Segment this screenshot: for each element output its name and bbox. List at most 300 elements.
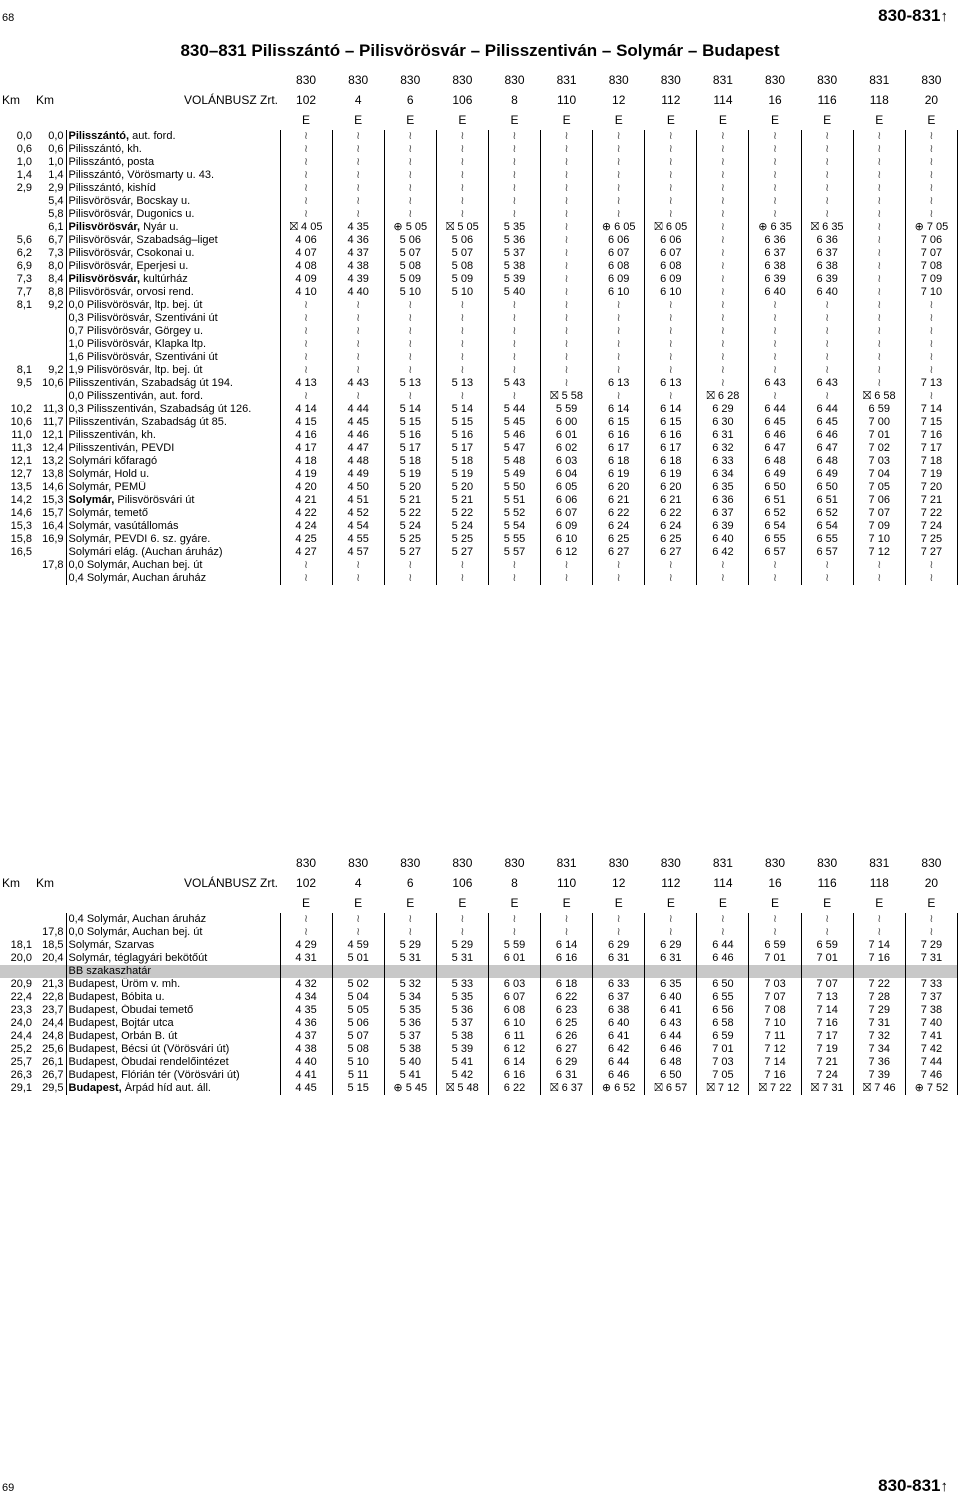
- departure-time: 6 49: [749, 468, 801, 481]
- departure-time: 6 58: [697, 1017, 749, 1030]
- departure-time: 5 50: [488, 481, 540, 494]
- skip-glyph: ≀: [460, 913, 465, 925]
- departure-time: [905, 338, 957, 351]
- skip-glyph: ≀: [564, 156, 569, 168]
- skip-glyph: ≀: [825, 143, 830, 155]
- departure-time: 6 52: [749, 507, 801, 520]
- departure-time: 5 13: [436, 377, 488, 390]
- departure-time: [332, 182, 384, 195]
- departure-time: [332, 130, 384, 143]
- departure-time: 6 51: [749, 494, 801, 507]
- timetable-row: [0, 390, 958, 403]
- timetable-row: [0, 416, 958, 429]
- departure-time: [280, 364, 332, 377]
- timetable-row: [0, 468, 958, 481]
- day-code: E: [771, 113, 780, 127]
- line-number: 830: [765, 73, 786, 87]
- day-code: E: [875, 113, 884, 127]
- departure-time: [332, 338, 384, 351]
- skip-glyph: ≀: [564, 338, 569, 350]
- line-number: 831: [712, 73, 733, 87]
- departure-time: [697, 965, 749, 978]
- departure-time: [749, 325, 801, 338]
- departure-time: 6 31: [645, 952, 697, 965]
- skip-glyph: ≀: [720, 325, 725, 337]
- skip-glyph: ≀: [772, 195, 778, 207]
- skip-glyph: ≀: [929, 312, 934, 324]
- stop-name-bold: Pilisvörösvár,: [68, 273, 141, 285]
- km-value: 14,2: [10, 494, 32, 506]
- skip-glyph: ≀: [303, 312, 309, 324]
- stop-name: 0,3 Pilisszentiván, Szabadság út 126.: [66, 403, 280, 416]
- skip-glyph: ≀: [564, 299, 569, 311]
- departure-time: 7 27: [905, 546, 957, 559]
- departure-time: [801, 312, 853, 325]
- departure-time: 6 15: [593, 416, 645, 429]
- km-value: 8,8: [34, 286, 66, 299]
- skip-glyph: ≀: [512, 351, 517, 363]
- departure-time: 7 11: [749, 1030, 801, 1043]
- skip-glyph: ≀: [460, 156, 465, 168]
- km-value: 6,9: [16, 260, 32, 272]
- departure-time: 6 14: [593, 403, 645, 416]
- skip-glyph: ≀: [564, 234, 569, 246]
- departure-time: [593, 364, 645, 377]
- skip-glyph: ≀: [512, 926, 517, 938]
- departure-time: 6 03: [488, 978, 540, 991]
- skip-glyph: ≀: [356, 364, 361, 376]
- km-value: 13,5: [10, 481, 32, 493]
- skip-glyph: ≀: [772, 312, 778, 324]
- skip-glyph: ≀: [877, 312, 882, 324]
- departure-time: 5 08: [436, 260, 488, 273]
- departure-time: 5 37: [488, 247, 540, 260]
- stop-name: Solymár, Pilisvörösvári út: [66, 494, 280, 507]
- departure-time: 7 14: [801, 1004, 853, 1017]
- departure-time: 7 16: [749, 1069, 801, 1082]
- skip-glyph: ≀: [408, 572, 413, 584]
- departure-time: [436, 390, 488, 403]
- stop-name: Solymár, Szarvas: [66, 939, 280, 952]
- skip-glyph: ≀: [564, 559, 569, 571]
- skip-glyph: ≀: [616, 182, 621, 194]
- departure-time: [853, 559, 905, 572]
- departure-time: [280, 182, 332, 195]
- departure-time: 6 43: [801, 377, 853, 390]
- departure-time: 4 13: [280, 377, 332, 390]
- departure-time: 6 50: [749, 481, 801, 494]
- km-value: [0, 926, 34, 939]
- skip-glyph: ≀: [929, 572, 934, 584]
- km-value: [34, 312, 66, 325]
- timetable-row: [0, 442, 958, 455]
- departure-time: [905, 130, 957, 143]
- timetable-row: [0, 952, 958, 965]
- skip-glyph: ≀: [825, 182, 830, 194]
- skip-glyph: ≀: [668, 182, 673, 194]
- run-number: 112: [661, 876, 681, 890]
- km-value: 8,4: [34, 273, 66, 286]
- skip-glyph: ≀: [929, 169, 934, 181]
- departure-time: [697, 260, 749, 273]
- departure-time: 6 40: [749, 286, 801, 299]
- departure-time: [853, 338, 905, 351]
- timetable-row: [0, 533, 958, 546]
- departure-time: 6 09: [593, 273, 645, 286]
- departure-time: [801, 156, 853, 169]
- departure-time: [332, 156, 384, 169]
- stop-name-bold: Pilisvörösvár,: [68, 221, 141, 233]
- departure-time: 4 37: [332, 247, 384, 260]
- skip-glyph: ≀: [929, 364, 934, 376]
- timetable-row: [0, 182, 958, 195]
- departure-time: 4 38: [280, 1043, 332, 1056]
- departure-time: 5 25: [436, 533, 488, 546]
- skip-glyph: ≀: [720, 156, 725, 168]
- departure-time: 6 46: [645, 1043, 697, 1056]
- km-value: 14,6: [34, 481, 66, 494]
- departure-time: [593, 965, 645, 978]
- stop-name: Pilisszántó, posta: [66, 156, 280, 169]
- departure-time: [697, 182, 749, 195]
- departure-time: 5 25: [384, 533, 436, 546]
- km-value: 11,3: [11, 442, 32, 454]
- departure-time: 5 52: [488, 507, 540, 520]
- departure-time: 7 28: [853, 991, 905, 1004]
- departure-time: [853, 312, 905, 325]
- departure-time: 5 49: [488, 468, 540, 481]
- departure-time: 4 46: [332, 429, 384, 442]
- timetable-row: [0, 156, 958, 169]
- skip-glyph: ≀: [720, 377, 725, 389]
- skip-glyph: ≀: [356, 351, 361, 363]
- km-value: 2,9: [16, 182, 32, 194]
- skip-glyph: ≀: [929, 338, 934, 350]
- departure-time: 6 50: [801, 481, 853, 494]
- departure-time: [749, 965, 801, 978]
- km-value: 24,0: [10, 1017, 32, 1029]
- departure-time: 7 03: [853, 455, 905, 468]
- skip-glyph: ≀: [929, 390, 934, 402]
- timetable-row: [0, 429, 958, 442]
- skip-glyph: ≀: [460, 390, 465, 402]
- departure-time: 6 17: [593, 442, 645, 455]
- departure-time: 7 10: [749, 1017, 801, 1030]
- km-value: 1,4: [16, 169, 32, 181]
- departure-time: 5 39: [488, 273, 540, 286]
- skip-glyph: ≀: [929, 926, 934, 938]
- day-code: E: [302, 896, 311, 910]
- skip-glyph: ≀: [772, 182, 778, 194]
- timetable-row: [0, 991, 958, 1004]
- departure-time: 5 43: [488, 377, 540, 390]
- timetable-row: [0, 494, 958, 507]
- km-value: [34, 572, 66, 585]
- departure-time: 5 07: [436, 247, 488, 260]
- skip-glyph: ≀: [356, 169, 361, 181]
- skip-glyph: ≀: [512, 559, 517, 571]
- departure-time: [801, 130, 853, 143]
- departure-time: [749, 208, 801, 221]
- departure-time: [645, 130, 697, 143]
- run-number: 6: [406, 876, 414, 890]
- departure-time: [697, 286, 749, 299]
- run-number: 16: [768, 93, 782, 107]
- departure-time: 6 57: [801, 546, 853, 559]
- day-code: E: [666, 113, 675, 127]
- departure-time: 5 27: [384, 546, 436, 559]
- day-code: E: [354, 896, 363, 910]
- skip-glyph: ≀: [303, 390, 309, 402]
- departure-time: 7 07: [853, 507, 905, 520]
- departure-time: [436, 195, 488, 208]
- departure-time: [541, 234, 593, 247]
- skip-glyph: ≀: [668, 572, 673, 584]
- departure-time: [697, 234, 749, 247]
- skip-glyph: ≀: [408, 926, 413, 938]
- departure-time: 5 31: [436, 952, 488, 965]
- departure-time: 6 27: [541, 1043, 593, 1056]
- skip-glyph: ≀: [772, 390, 778, 402]
- stop-name: Solymár, téglagyári bekötőút: [66, 952, 280, 965]
- skip-glyph: ≀: [772, 169, 778, 181]
- timetable-row: [0, 1017, 958, 1030]
- departure-time: [593, 208, 645, 221]
- departure-time: 5 39: [436, 1043, 488, 1056]
- departure-time: [905, 572, 957, 585]
- day-code: E: [614, 113, 623, 127]
- departure-time: 5 48: [488, 455, 540, 468]
- km-value: 9,2: [34, 299, 66, 312]
- km-value: 20,0: [10, 952, 32, 964]
- skip-glyph: ≀: [877, 156, 882, 168]
- departure-time: 5 37: [384, 1030, 436, 1043]
- departure-time: ⛝ 7 22: [749, 1082, 801, 1095]
- skip-glyph: ≀: [512, 208, 517, 220]
- km-value: 26,1: [34, 1056, 66, 1069]
- departure-time: [488, 926, 540, 939]
- departure-time: [697, 156, 749, 169]
- arrow-up-icon: ↑: [940, 8, 948, 25]
- departure-time: [541, 286, 593, 299]
- departure-time: 6 18: [645, 455, 697, 468]
- departure-time: 5 11: [332, 1069, 384, 1082]
- departure-time: 7 04: [853, 468, 905, 481]
- departure-time: [853, 377, 905, 390]
- stop-name: Pilisvörösvár, kultúrház: [66, 273, 280, 286]
- line-number: 831: [869, 856, 890, 870]
- departure-time: [697, 572, 749, 585]
- km-value: [0, 208, 34, 221]
- departure-time: 6 44: [801, 403, 853, 416]
- departure-time: 6 01: [488, 952, 540, 965]
- departure-time: 5 51: [488, 494, 540, 507]
- departure-time: [697, 273, 749, 286]
- skip-glyph: ≀: [408, 208, 413, 220]
- skip-glyph: ≀: [720, 572, 725, 584]
- skip-glyph: ≀: [408, 913, 413, 925]
- skip-glyph: ≀: [303, 926, 309, 938]
- departure-time: [384, 913, 436, 926]
- departure-time: [801, 169, 853, 182]
- departure-time: 7 42: [905, 1043, 957, 1056]
- km-value: 5,8: [34, 208, 66, 221]
- departure-time: 6 14: [541, 939, 593, 952]
- departure-time: 5 59: [488, 939, 540, 952]
- skip-glyph: ≀: [668, 195, 673, 207]
- day-code: E: [771, 896, 780, 910]
- departure-time: [436, 312, 488, 325]
- skip-glyph: ≀: [877, 234, 882, 246]
- skip-glyph: ≀: [877, 559, 882, 571]
- departure-time: 5 08: [332, 1043, 384, 1056]
- departure-time: [436, 299, 488, 312]
- skip-glyph: ≀: [303, 130, 309, 142]
- skip-glyph: ≀: [616, 169, 621, 181]
- departure-time: 6 50: [645, 1069, 697, 1082]
- departure-time: 5 32: [384, 978, 436, 991]
- km-value: 16,4: [34, 520, 66, 533]
- departure-time: 6 45: [749, 416, 801, 429]
- departure-time: ⛝ 6 35: [801, 221, 853, 234]
- stop-name: 0,3 Pilisvörösvár, Szentiváni út: [66, 312, 280, 325]
- timetable-row: [0, 247, 958, 260]
- departure-time: 6 16: [541, 952, 593, 965]
- km-value: 10,6: [34, 377, 66, 390]
- skip-glyph: ≀: [772, 926, 778, 938]
- skip-glyph: ≀: [929, 351, 934, 363]
- skip-glyph: ≀: [564, 913, 569, 925]
- km-value: 10,2: [10, 403, 32, 415]
- departure-time: 5 36: [488, 234, 540, 247]
- departure-time: [488, 965, 540, 978]
- skip-glyph: ≀: [303, 156, 309, 168]
- departure-time: 6 24: [645, 520, 697, 533]
- skip-glyph: ≀: [720, 286, 725, 298]
- skip-glyph: ≀: [668, 926, 673, 938]
- departure-time: 5 04: [332, 991, 384, 1004]
- timetable-row: [0, 208, 958, 221]
- departure-time: ⛝ 6 37: [541, 1082, 593, 1095]
- skip-glyph: ≀: [772, 143, 778, 155]
- departure-time: 4 49: [332, 468, 384, 481]
- departure-time: 4 16: [280, 429, 332, 442]
- skip-glyph: ≀: [668, 364, 673, 376]
- km-label: Km: [36, 876, 54, 890]
- km-value: 0,6: [34, 143, 66, 156]
- skip-glyph: ≀: [929, 156, 934, 168]
- skip-glyph: ≀: [616, 156, 621, 168]
- skip-glyph: ≀: [356, 299, 361, 311]
- route-code-top: [878, 6, 948, 26]
- departure-time: 7 08: [905, 260, 957, 273]
- run-number: 6: [406, 93, 414, 107]
- departure-time: 6 47: [801, 442, 853, 455]
- departure-time: 5 07: [332, 1030, 384, 1043]
- skip-glyph: ≀: [772, 299, 778, 311]
- departure-time: [436, 208, 488, 221]
- line-number: 830: [452, 856, 473, 870]
- stop-name: Budapest, Flórián tér (Vörösvári út): [66, 1069, 280, 1082]
- departure-time: [697, 338, 749, 351]
- departure-time: 6 06: [645, 234, 697, 247]
- departure-time: [645, 390, 697, 403]
- stop-name: Pilisszentiván, Szabadság út 85.: [66, 416, 280, 429]
- km-value: 20,4: [34, 952, 66, 965]
- departure-time: [645, 312, 697, 325]
- skip-glyph: ≀: [877, 221, 882, 233]
- departure-time: 6 52: [801, 507, 853, 520]
- departure-time: 4 20: [280, 481, 332, 494]
- skip-glyph: ≀: [564, 572, 569, 584]
- departure-time: [488, 299, 540, 312]
- skip-glyph: ≀: [668, 312, 673, 324]
- km-value: 20,9: [10, 978, 32, 990]
- departure-time: 5 14: [384, 403, 436, 416]
- departure-time: [593, 156, 645, 169]
- departure-time: 7 05: [697, 1069, 749, 1082]
- departure-time: 6 33: [593, 978, 645, 991]
- line-number: 831: [556, 856, 577, 870]
- departure-time: [332, 143, 384, 156]
- timetable-row: [0, 939, 958, 952]
- run-number: 110: [557, 876, 577, 890]
- departure-time: 6 55: [801, 533, 853, 546]
- departure-time: 6 48: [749, 455, 801, 468]
- timetable-row: [0, 1069, 958, 1082]
- departure-time: [749, 169, 801, 182]
- timetable-row: [0, 1030, 958, 1043]
- departure-time: 5 20: [436, 481, 488, 494]
- timetable-row: [0, 507, 958, 520]
- skip-glyph: ≀: [825, 208, 830, 220]
- departure-time: [593, 390, 645, 403]
- departure-time: [905, 390, 957, 403]
- timetable-row: [0, 926, 958, 939]
- page-title: 830–831 Pilisszántó – Pilisvörösvár – Pilisszentiván – Solymár – Budapest: [180, 41, 780, 60]
- departure-time: [905, 325, 957, 338]
- day-code: E: [406, 113, 415, 127]
- skip-glyph: ≀: [668, 208, 673, 220]
- stop-name: Pilisvörösvár, Szabadság–liget: [66, 234, 280, 247]
- departure-time: ⊕ 6 35: [749, 221, 801, 234]
- departure-time: 6 22: [645, 507, 697, 520]
- departure-time: 4 36: [280, 1017, 332, 1030]
- km-value: 0,0: [16, 130, 32, 142]
- departure-time: [332, 195, 384, 208]
- stop-name: Solymár, vasútállomás: [66, 520, 280, 533]
- departure-time: [749, 338, 801, 351]
- departure-time: 5 21: [436, 494, 488, 507]
- departure-time: [853, 325, 905, 338]
- departure-time: 6 59: [853, 403, 905, 416]
- skip-glyph: ≀: [877, 208, 882, 220]
- departure-time: 6 10: [593, 286, 645, 299]
- skip-glyph: ≀: [512, 390, 517, 402]
- skip-glyph: ≀: [356, 338, 361, 350]
- departure-time: [853, 247, 905, 260]
- timetable-row: [0, 325, 958, 338]
- departure-time: 7 21: [801, 1056, 853, 1069]
- departure-time: [853, 965, 905, 978]
- departure-time: 6 33: [697, 455, 749, 468]
- skip-glyph: ≀: [877, 325, 882, 337]
- departure-time: 6 39: [697, 520, 749, 533]
- stop-name: Solymári elág. (Auchan áruház): [66, 546, 280, 559]
- header-blank: [0, 893, 34, 913]
- departure-time: [853, 130, 905, 143]
- departure-time: 6 43: [645, 1017, 697, 1030]
